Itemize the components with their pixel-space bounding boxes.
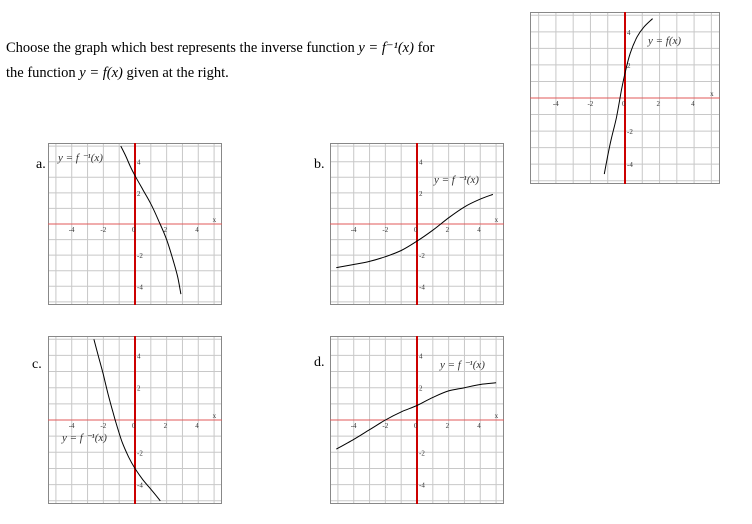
y-tick-label: 4 — [419, 352, 423, 361]
y-tick-label: 4 — [137, 352, 141, 361]
inverse-formula: y = f⁻¹(x) — [358, 40, 414, 56]
x-tick-label: -2 — [382, 226, 389, 234]
x-tick-label: 2 — [656, 100, 661, 108]
function-label: y = f ⁻¹(x) — [62, 432, 107, 444]
function-label: y = f ⁻¹(x) — [434, 174, 479, 186]
question-line2-end: given at the right. — [122, 65, 229, 81]
x-tick-label: x — [212, 412, 217, 420]
y-tick-label: -4 — [627, 161, 633, 170]
x-tick-label: -4 — [68, 226, 75, 234]
option-label-a: a. — [36, 157, 46, 172]
x-tick-label: 2 — [445, 422, 450, 430]
function-formula: y = f(x) — [79, 65, 123, 81]
x-tick-label: 4 — [691, 100, 695, 108]
y-tick-label: -4 — [419, 283, 425, 292]
x-tick-label: -2 — [100, 422, 107, 430]
function-label: y = f(x) — [648, 35, 682, 47]
question-text — [6, 36, 526, 86]
function-label: y = f ⁻¹(x) — [440, 359, 485, 371]
x-tick-label: 0 — [622, 100, 626, 108]
graph-a — [48, 143, 222, 305]
y-tick-label: -2 — [627, 128, 633, 137]
y-tick-label: -4 — [137, 283, 143, 292]
x-tick-label: -4 — [552, 100, 559, 108]
x-tick-label: -2 — [100, 226, 107, 234]
y-tick-label: -2 — [137, 449, 143, 458]
y-tick-label: 2 — [137, 189, 141, 198]
x-tick-label: 0 — [414, 226, 418, 234]
x-tick-label: x — [212, 216, 217, 224]
graph-b — [330, 143, 504, 305]
graph-c — [48, 336, 222, 504]
option-label-c: c. — [32, 357, 42, 372]
x-tick-label: 0 — [132, 422, 136, 430]
y-tick-label: -2 — [419, 449, 425, 458]
function-curve — [604, 19, 652, 175]
x-tick-label: 2 — [445, 226, 450, 234]
x-tick-label: -2 — [382, 422, 389, 430]
x-tick-label: 0 — [414, 422, 418, 430]
x-tick-label: -2 — [587, 100, 594, 108]
x-tick-label: -4 — [68, 422, 75, 430]
x-tick-label: 4 — [195, 226, 199, 234]
x-tick-label: x — [710, 90, 714, 98]
reference-graph — [530, 12, 720, 184]
y-tick-label: 4 — [627, 28, 631, 37]
y-tick-label: 2 — [137, 384, 141, 393]
x-tick-label: x — [494, 216, 499, 224]
x-tick-label: -4 — [350, 226, 357, 234]
x-tick-label: 0 — [132, 226, 136, 234]
y-tick-label: 2 — [419, 189, 423, 198]
y-tick-label: -2 — [137, 252, 143, 261]
question-line2-text: the function — [6, 65, 80, 81]
graph-d — [330, 336, 504, 504]
y-tick-label: 2 — [419, 384, 423, 393]
question-line1-text: Choose the graph which best represents the inverse function — [6, 40, 359, 56]
x-tick-label: 2 — [163, 422, 168, 430]
y-tick-label: -2 — [419, 252, 425, 261]
question-line1-end: for — [413, 40, 435, 56]
option-label-b: b. — [314, 157, 325, 172]
x-tick-label: 4 — [477, 226, 481, 234]
y-tick-label: -4 — [137, 481, 143, 490]
y-tick-label: -4 — [419, 481, 425, 490]
option-label-d: d. — [314, 355, 325, 370]
y-tick-label: 2 — [627, 61, 631, 70]
function-label: y = f ⁻¹(x) — [58, 152, 103, 164]
x-tick-label: -4 — [350, 422, 357, 430]
y-tick-label: 4 — [137, 158, 141, 167]
x-tick-label: 4 — [477, 422, 481, 430]
y-tick-label: 4 — [419, 158, 423, 167]
x-tick-label: 4 — [195, 422, 199, 430]
x-tick-label: 2 — [163, 226, 168, 234]
x-tick-label: x — [494, 412, 499, 420]
